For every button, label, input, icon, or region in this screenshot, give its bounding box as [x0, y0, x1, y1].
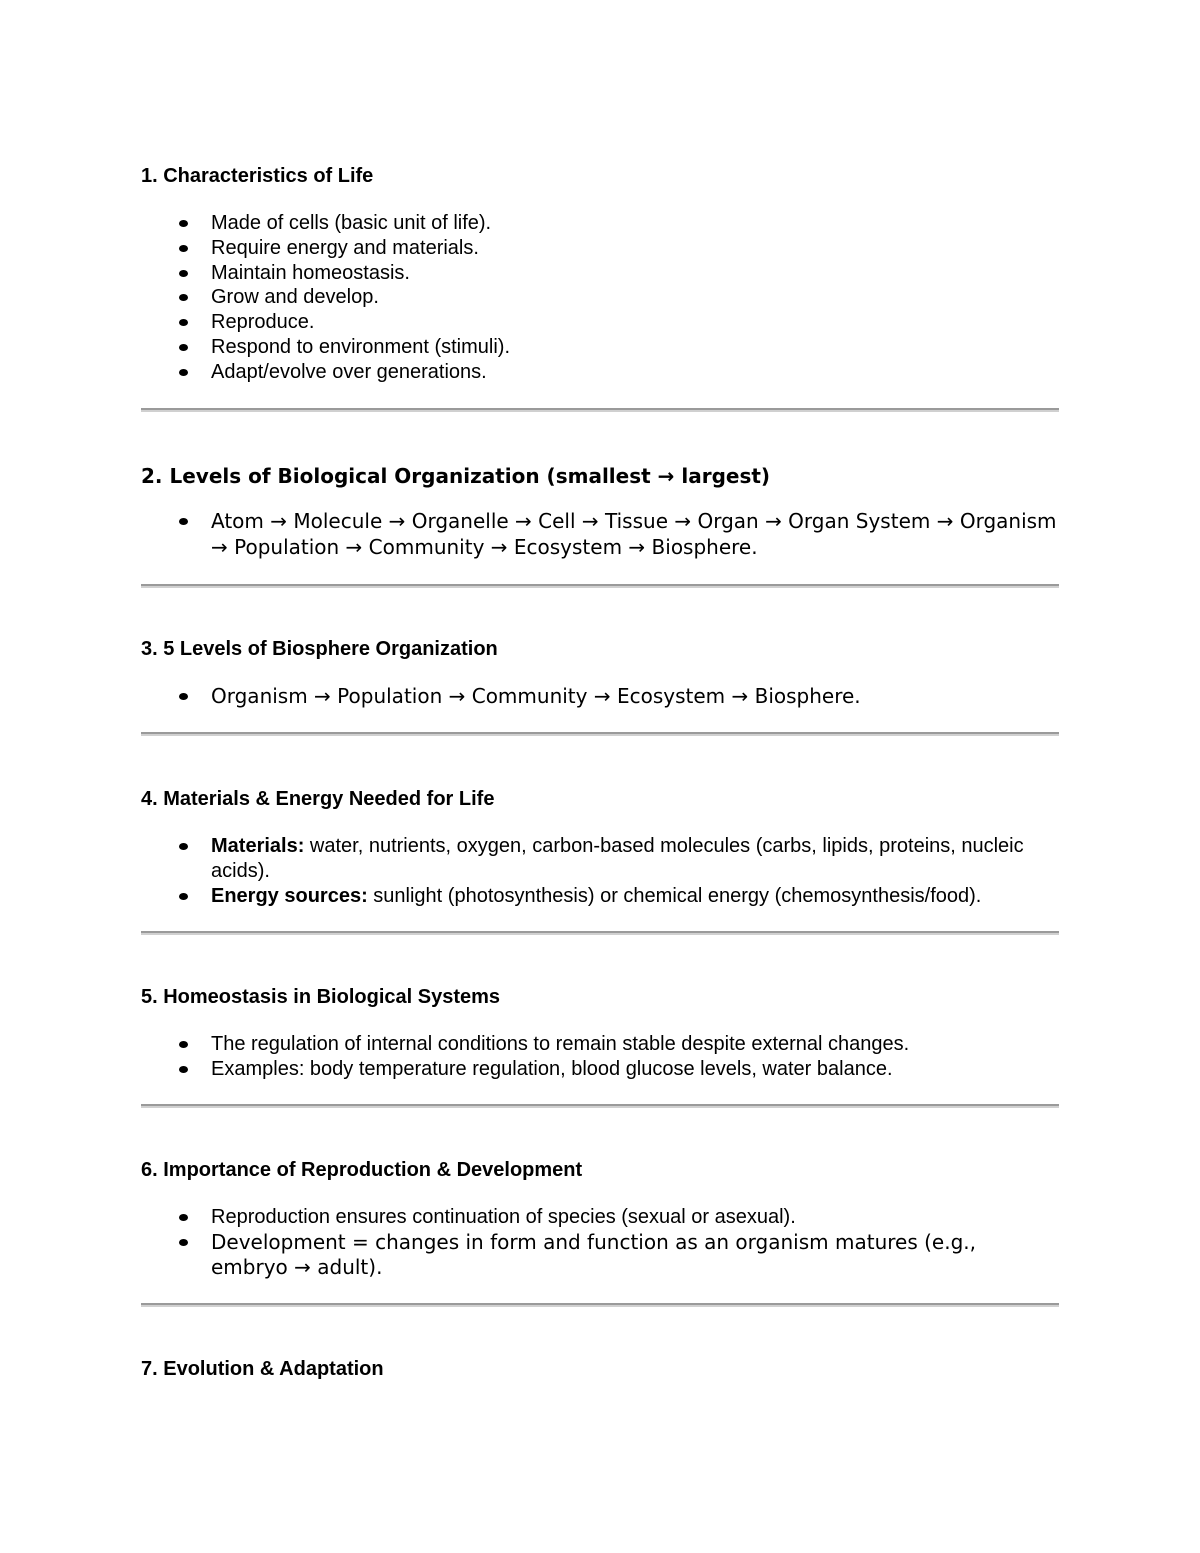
bullet-icon	[179, 270, 188, 277]
section-biosphere-organization	[141, 636, 1059, 710]
bullet-icon	[179, 1239, 188, 1246]
section-title: 1. Characteristics of Life	[141, 165, 374, 187]
bullet-icon	[179, 518, 188, 525]
bullet-list	[141, 834, 1059, 908]
list-item: Reproduction ensures continuation of species (sexual or asexual).	[141, 1205, 1059, 1230]
bullet-icon	[179, 344, 188, 351]
bullet-icon	[179, 369, 188, 376]
list-item: Reproduce.	[141, 310, 1059, 335]
section-reproduction-development	[141, 1157, 1059, 1281]
section-materials-energy	[141, 786, 1059, 908]
horizontal-divider	[141, 1104, 1059, 1108]
section-title: 2. Levels of Biological Organization (smallest → largest)	[141, 464, 771, 488]
bullet-icon	[179, 294, 188, 301]
horizontal-divider	[141, 584, 1059, 588]
section-levels-of-biological-organization	[141, 463, 1059, 560]
list-item: Maintain homeostasis.	[141, 261, 1059, 286]
bullet-icon	[179, 693, 188, 700]
horizontal-divider	[141, 732, 1059, 736]
bullet-icon	[179, 1066, 188, 1073]
list-item: Organism → Population → Community → Ecosystem → Biosphere.	[141, 684, 1059, 710]
bullet-icon	[179, 1214, 188, 1221]
bullet-list	[141, 211, 1059, 385]
section-title: 7. Evolution & Adaptation	[141, 1358, 384, 1380]
list-item: Require energy and materials.	[141, 236, 1059, 261]
bullet-icon	[179, 245, 188, 252]
list-item: Examples: body temperature regulation, blood glucose levels, water balance.	[141, 1057, 1059, 1082]
list-item: The regulation of internal conditions to remain stable despite external changes.	[141, 1032, 1059, 1057]
section-homeostasis	[141, 984, 1059, 1082]
section-title: 5. Homeostasis in Biological Systems	[141, 986, 501, 1008]
bullet-icon	[179, 1041, 188, 1048]
section-title: 4. Materials & Energy Needed for Life	[141, 788, 495, 810]
bullet-list	[141, 1205, 1059, 1281]
list-item: Respond to environment (stimuli).	[141, 335, 1059, 360]
bullet-list	[141, 684, 1059, 710]
horizontal-divider	[141, 1303, 1059, 1307]
section-evolution-adaptation	[141, 1356, 1059, 1382]
list-item: Materials: water, nutrients, oxygen, carbon-based molecules (carbs, lipids, proteins, nucleic acids).	[141, 834, 1059, 884]
bullet-icon	[179, 220, 188, 227]
section-characteristics-of-life	[141, 163, 1059, 385]
bullet-icon	[179, 843, 188, 850]
bullet-list	[141, 1032, 1059, 1082]
list-item: Adapt/evolve over generations.	[141, 360, 1059, 385]
bullet-list	[141, 509, 1059, 560]
list-item: Grow and develop.	[141, 285, 1059, 310]
list-item: Energy sources: sunlight (photosynthesis) or chemical energy (chemosynthesis/food).	[141, 884, 1059, 909]
list-item: Development = changes in form and function as an organism matures (e.g., embryo → adult).	[141, 1230, 1059, 1281]
bullet-icon	[179, 893, 188, 900]
list-item: Atom → Molecule → Organelle → Cell → Tissue → Organ → Organ System → Organism → Population → Community → Ecosystem → Biosphere.	[141, 509, 1059, 560]
section-title: 6. Importance of Reproduction & Development	[141, 1159, 583, 1181]
horizontal-divider	[141, 408, 1059, 412]
section-title: 3. 5 Levels of Biosphere Organization	[141, 638, 498, 660]
list-item: Made of cells (basic unit of life).	[141, 211, 1059, 236]
bullet-icon	[179, 319, 188, 326]
horizontal-divider	[141, 931, 1059, 935]
